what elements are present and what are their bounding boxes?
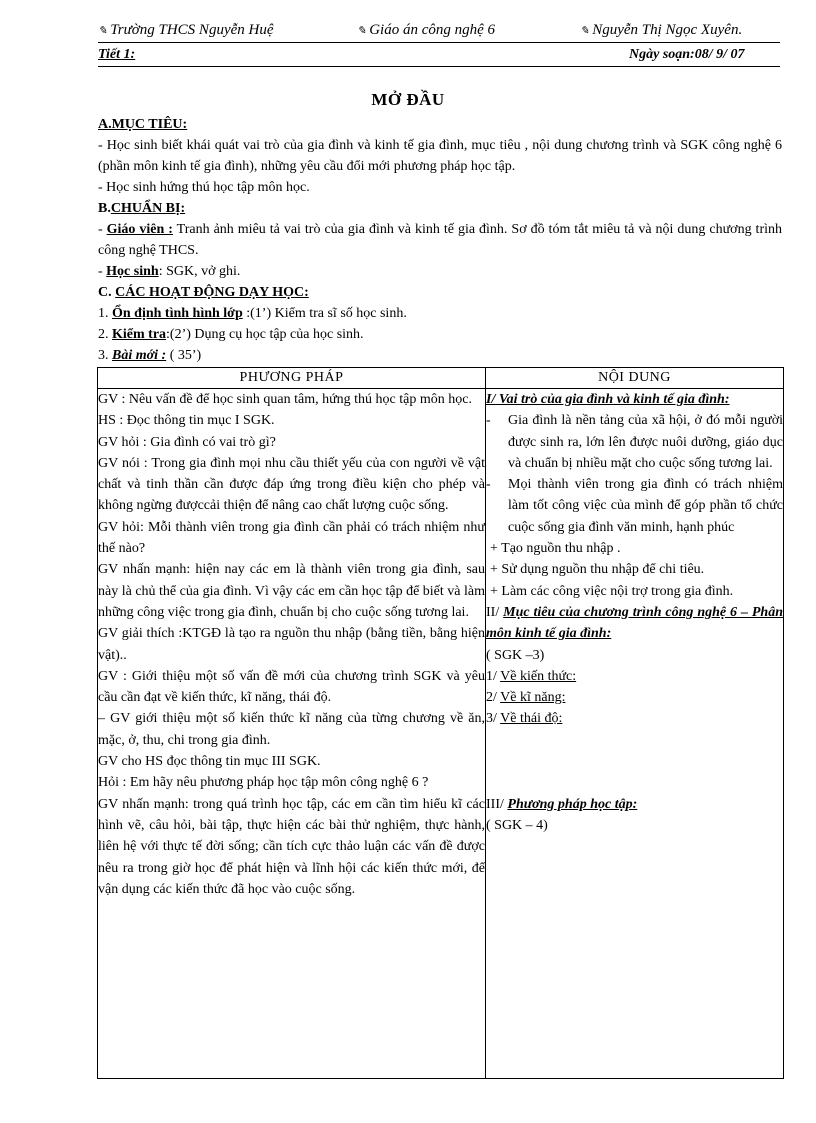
method-line: GV nhấn mạnh: hiện nay các em là thành viên trong gia đình, sau này là chủ thể của gia đình. Vì vậy các em cần học tập để biết và làm những công việc trong gia đình, chuẩn bị cho cuộc sống tương lai. [98, 562, 485, 620]
header-school: ✎ Trường THCS Nguyễn Huệ [98, 22, 274, 38]
content-subitem: + Sử dụng nguồn thu nhập để chi tiêu. [490, 562, 705, 578]
content-cell [486, 389, 784, 1079]
method-line: GV nhấn mạnh: trong quá trình học tập, các em cần tìm hiểu kĩ các hình vẽ, câu hỏi, bài tập, thực hiện các bài thử nghiệm, thực hành, liên hệ với thực tế đời sống; cần tích cực thảo luận các vấn đề được nêu ra trong giờ học để phát hiện và lĩnh hội các kiến thức mới, để vận dụng các kiến thức đã học vào cuộc sống. [98, 796, 485, 897]
lesson-intro: A.MỤC TIÊU: - Học sinh biết khái quát vai trò của gia đình và kinh tế gia đình, mục tiêu , nội dung chương trình và SGK công nghệ 6 (phần môn kinh tế gia đình), những yêu cầu đổi mới phương pháp học tập. - Học sinh hứng thú học tập môn học. B.CHUẨN BỊ: - Giáo viên : Tranh ảnh miêu tả vai trò của gia đình và kinh tế gia đình. Sơ đồ tóm tắt miêu tả và nội dung chương trình công nghệ THCS. - Học sinh: SGK, vở ghi. C. CÁC HOẠT ĐỘNG DẠY HỌC: 1. Ổn định tình hình lớp :(1’) Kiểm tra sĩ số học sinh. 2. Kiểm tra:(2’) Dụng cụ học tập của học sinh. 3. Bài mới : ( 35’) [98, 114, 782, 366]
header-teacher: ✎ Nguyễn Thị Ngọc Xuyên. [580, 22, 743, 38]
pen-ornament-icon: ✎ [580, 25, 590, 37]
content-heading-1: I/ Vai trò của gia đình và kinh tế gia đình: [486, 392, 730, 407]
lesson-table [97, 367, 784, 1079]
column-header-content: NỘI DUNG [486, 368, 784, 389]
prepared-date: Ngày soạn:08/ 9/ 07 [629, 47, 745, 62]
method-line: GV giải thích :KTGĐ là tạo ra nguồn thu nhập (bằng tiền, bằng hiện vật).. [98, 626, 485, 663]
content-subitem: + Tạo nguồn thu nhập . [490, 541, 621, 557]
teacher-prep: - Giáo viên : Tranh ảnh miêu tả vai trò của gia đình và kinh tế gia đình. Sơ đồ tóm tắt miêu tả và nội dung chương trình công nghệ THCS. [98, 222, 783, 258]
pen-ornament-icon: ✎ [98, 25, 108, 37]
content-item: - Mọi thành viên trong gia đình có trách nhiệm làm tốt công việc của mình để góp phần tổ chức cuộc sống gia đình văn minh, hạnh phúc [486, 477, 783, 535]
method-line: GV nói : Trong gia đình mọi nhu cầu thiết yếu của con người về vật chất và tinh thần cần được đáp ứng trong điều kiện cho phép và không ngừng đượccải thiện để nâng cao chất lượng cuộc sống. [98, 455, 485, 514]
objective-2: - Học sinh hứng thú học tập môn học. [98, 180, 310, 195]
method-line: HS : Đọc thông tin mục I SGK. [98, 413, 275, 429]
method-cell [98, 389, 486, 1079]
method-line: – GV giới thiệu một số kiến thức kĩ năng của từng chương về ăn, mặc, ở, thu, chi trong gia đình. [98, 711, 485, 748]
method-line: GV : Giới thiệu một số vấn đề mới của chương trình SGK và yêu cầu cần đạt về kiến thức, kĩ năng, thái độ. [98, 668, 485, 706]
step-3: 3. Bài mới : ( 35’) [98, 348, 202, 363]
header-rule [98, 42, 780, 43]
method-line: GV : Nêu vấn đề để học sinh quan tâm, hứng thú học tập môn học. [98, 392, 472, 407]
content-item: - Gia đình là nền tảng của xã hội, ở đó mỗi người được sinh ra, lớn lên được nuôi dưỡng, giáo dục và chuẩn bị nhiều mặt cho cuộc sống tương lai. [486, 413, 783, 471]
method-line: Hỏi : Em hãy nêu phương pháp học tập môn công nghệ 6 ? [98, 775, 429, 791]
content-ref-1: ( SGK –3) [486, 647, 545, 663]
goal-attitude: 3/ Về thái độ: [486, 711, 563, 727]
content-heading-3: III/ Phương pháp học tập: [486, 796, 638, 812]
method-line: GV cho HS đọc thông tin mục III SGK. [98, 754, 321, 770]
objective-1: - Học sinh biết khái quát vai trò của gia đình và kinh tế gia đình, mục tiêu , nội dung chương trình và SGK công nghệ 6 (phần môn kinh tế gia đình), những yêu cầu đổi mới phương pháp học tập. [98, 138, 782, 174]
column-header-method: PHƯƠNG PHÁP [98, 368, 486, 389]
goal-skill: 2/ Về kĩ năng: [486, 690, 566, 706]
content-heading-2: II/ Mục tiêu của chương trình công nghệ 6 – Phân môn kinh tế gia đình: [486, 604, 784, 642]
section-c-heading: CÁC HOẠT ĐỘNG DẠY HỌC: [115, 285, 309, 300]
content-subitem: + Làm các công việc nội trợ trong gia đình. [490, 583, 734, 599]
content-ref-2: ( SGK – 4) [486, 818, 548, 834]
step-1: 1. Ổn định tình hình lớp :(1’) Kiểm tra sĩ số học sinh. [98, 306, 407, 321]
section-b-heading: CHUẨN BỊ: [110, 201, 186, 216]
method-line: GV hỏi: Mỗi thành viên trong gia đình cần phải có trách nhiệm như thế nào? [98, 519, 485, 557]
section-a-heading: A.MỤC TIÊU: [98, 117, 188, 132]
step-2: 2. Kiểm tra:(2’) Dụng cụ học tập của học sinh. [98, 327, 364, 342]
goal-knowledge: 1/ Về kiến thức: [486, 668, 577, 684]
method-line: GV hỏi : Gia đình có vai trò gì? [98, 434, 276, 450]
meta-rule [98, 66, 780, 67]
period-label: Tiết 1: [98, 47, 136, 62]
student-prep: - Học sinh: SGK, vở ghi. [98, 264, 241, 279]
header-subject: ✎ Giáo án công nghệ 6 [357, 22, 496, 38]
lesson-title: MỞ ĐẦU [371, 90, 445, 109]
pen-ornament-icon: ✎ [357, 25, 367, 37]
